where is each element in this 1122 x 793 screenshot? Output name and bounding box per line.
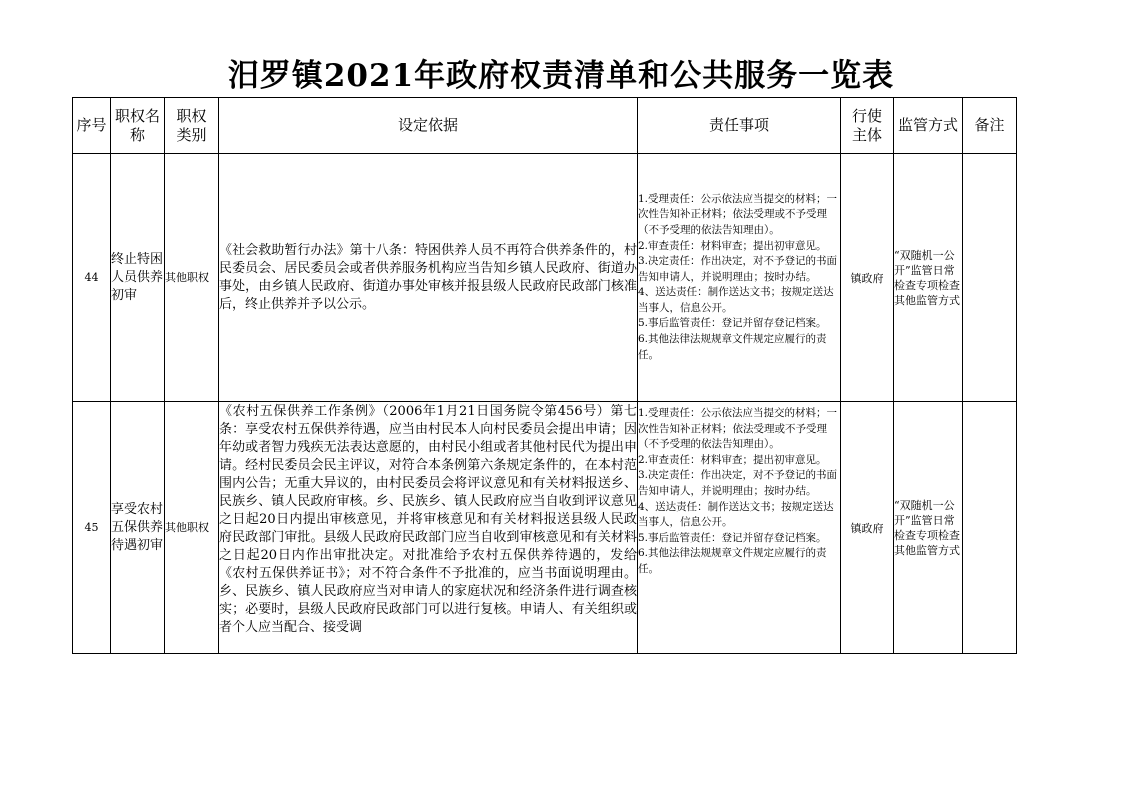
row-supervision: “双随机一公开”监管日常检查专项检查其他监管方式: [894, 154, 963, 402]
row-seq: 44: [73, 154, 111, 402]
header-remark: 备注: [963, 98, 1017, 154]
header-supervision: 监管方式: [894, 98, 963, 154]
row-seq: 45: [73, 402, 111, 654]
row-power-type: 其他职权: [165, 154, 219, 402]
header-responsibility: 责任事项: [638, 98, 841, 154]
row-remark: [963, 154, 1017, 402]
row-remark: [963, 402, 1017, 654]
row-power-name: 享受农村五保供养待遇初审: [111, 402, 165, 654]
responsibility-item: 3.决定责任：作出决定，对不予登记的书面告知申请人，并说明理由；按时办结。: [638, 469, 838, 497]
responsibility-item: 3.决定责任：作出决定，对不予登记的书面告知申请人，并说明理由；按时办结。: [638, 255, 838, 283]
page-title: 汨罗镇2021年政府权责清单和公共服务一览表: [227, 58, 895, 94]
row-basis-text: 《农村五保供养工作条例》（2006年1月21日国务院令第456号）第七条：享受农村五保供养待遇，应当由村民本人向村民委员会提出申请；因年幼或者智力残疾无法表达意愿的，由村民小组或者其他村民代为提出申请。经村民委员会民主评议，对符合本条例第六条规定条件的，在本村范围内公告；无重大异议的，由村民委员会将评议意见和有关材料报送乡、民族乡、镇人民政府审核。乡、民族乡、镇人民政府应当自收到评议意见之日起20日内提出审核意见，并将审核意见和有关材料报送县级人民政府民政部门审批。县级人民政府民政部门应当自收到审核意见和有关材料之日起20日内作出审批决定。对批准给予农村五保供养待遇的，发给《农村五保供养证书》；对不符合条件不予批准的，应当书面说明理由。乡、民族乡、镇人民政府应当对申请人的家庭状况和经济条件进行调查核实；必要时，县级人民政府民政部门可以进行复核。申请人、有关组织或者个人应当配合、接受调: [219, 404, 637, 635]
row-responsibility: [638, 154, 841, 402]
responsibility-item: 4、送达责任：制作送达文书；按规定送达当事人，信息公开。: [638, 286, 834, 314]
responsibility-item: 6.其他法律法规规章文件规定应履行的责任。: [638, 333, 827, 361]
responsibility-item: 1.受理责任：公示依法应当提交的材料；一次性告知补正材料；依法受理或不予受理（不予受理的依法告知理由）。: [638, 407, 838, 451]
responsibility-item: 5.事后监管责任：登记并留存登记档案。: [638, 531, 827, 544]
responsibility-item: 2.审查责任：材料审查；提出初审意见。: [638, 453, 827, 466]
responsibility-item: 6.其他法律法规规章文件规定应履行的责任。: [638, 547, 827, 575]
row-basis: [219, 402, 638, 654]
table-row: [73, 154, 1017, 402]
responsibility-item: 2.审查责任：材料审查；提出初审意见。: [638, 239, 827, 252]
row-responsibility: [638, 402, 841, 654]
responsibility-item: 1.受理责任：公示依法应当提交的材料；一次性告知补正材料；依法受理或不予受理（不予受理的依法告知理由）。: [638, 192, 838, 236]
header-seq: 序号: [73, 98, 111, 154]
row-exercising-body: 镇政府: [841, 154, 894, 402]
header-basis: 设定依据: [219, 98, 638, 154]
row-basis: 《社会救助暂行办法》第十八条：特困供养人员不再符合供养条件的，村民委员会、居民委员会或者供养服务机构应当告知乡镇人民政府、街道办事处，由乡镇人民政府、街道办事处审核并报县级人民政府民政部门核准后，终止供养并予以公示。: [219, 154, 638, 402]
row-supervision: “双随机一公开”监管日常检查专项检查其他监管方式: [894, 402, 963, 654]
responsibility-item: 5.事后监管责任：登记并留存登记档案。: [638, 317, 827, 330]
header-name: 职权名称: [111, 98, 165, 154]
power-list-table: [72, 97, 1017, 654]
responsibility-item: 4、送达责任：制作送达文书；按规定送达当事人，信息公开。: [638, 500, 834, 529]
header-body: 行使主体: [841, 98, 894, 154]
table-header-row: [73, 98, 1017, 154]
row-power-name: 终止特困人员供养初审: [111, 154, 165, 402]
table-row: [73, 402, 1017, 654]
row-power-type: 其他职权: [165, 402, 219, 654]
header-type: 职权类别: [165, 98, 219, 154]
row-exercising-body: 镇政府: [841, 402, 894, 654]
